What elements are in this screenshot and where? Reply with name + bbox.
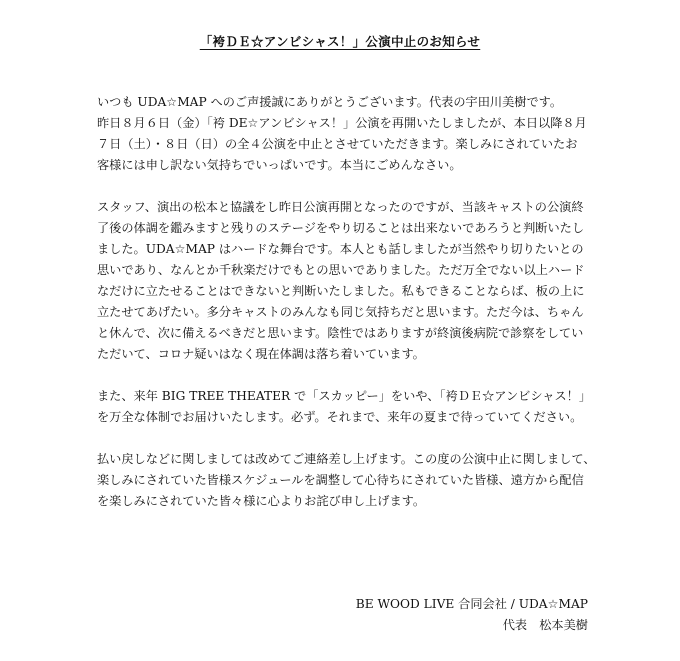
signature-representative: 代表 松本美樹 xyxy=(502,618,588,632)
paragraph-line: 客様には申し訳ない気持ちでいっぱいです。本当にごめんなさい。 xyxy=(97,158,462,172)
paragraph-line: 楽しみにされていた皆様スケジュールを調整して心待ちにされていた皆様、遠方から配信 xyxy=(97,473,584,487)
document-body xyxy=(97,92,597,533)
paragraph-line: スタッフ、演出の松本と協議をし昨日公演再開となったのですが、当該キャストの公演終 xyxy=(97,200,584,214)
paragraph-line: また、来年 BIG TREE THEATER で「スカッピー」をいや、「袴ＤＥ☆アンビシャス！」 xyxy=(97,389,592,403)
paragraph-line: と休んで、次に備えるべきだと思います。陰性ではありますが終演後病院で診察をしてい xyxy=(97,326,584,340)
paragraph-line: ただいて、コロナ疑いはなく現在体調は落ち着いています。 xyxy=(97,347,425,361)
paragraph-line: 了後の体調を鑑みますと残りのステージをやり切ることは出来ないであろうと判断いたし xyxy=(97,221,585,235)
paragraph-line: 昨日８月６日（金）「袴 DE☆アンビシャス！」公演を再開いたしましたが、本日以降８月 xyxy=(97,116,587,130)
paragraph-line: ７日（土）・８日（日）の全４公演を中止とさせていただきます。楽しみにされていたお xyxy=(97,137,578,151)
document-title xyxy=(0,32,680,50)
paragraph-line: 払い戻しなどに関しましては改めてご連絡差し上げます。この度の公演中止に関しまして、 xyxy=(97,452,596,466)
signature-block xyxy=(356,594,588,636)
paragraph-line: ました。UDA☆MAP はハードな舞台です。本人とも話しましたが当然やり切りたいとの xyxy=(97,242,584,256)
document-title-text: 「袴ＤＥ☆アンビシャス！」公演中止のお知らせ xyxy=(199,34,481,49)
paragraph-line: 立たせてあげたい。多分キャストのみんなも同じ気持ちだと思います。ただ今は、ちゃん xyxy=(97,305,584,319)
paragraph-line: なだけに立たせることはできないと判断いたしました。私もできることならば、板の上に xyxy=(97,284,585,298)
paragraph-line: を万全な体制でお届けいたします。必ず。それまで、来年の夏まで待っていてください。 xyxy=(97,410,583,424)
paragraph-next-year xyxy=(97,386,597,428)
paragraph-greeting xyxy=(97,92,597,176)
paragraph-line: いつも UDA☆MAP へのご声援誠にありがとうございます。代表の宇田川美樹です。 xyxy=(97,95,563,109)
paragraph-line: を楽しみにされていた皆々様に心よりお詫び申し上げます。 xyxy=(97,494,426,508)
paragraph-line: 思いであり、なんとか千秋楽だけでもとの思いでありました。ただ万全でない以上ハード xyxy=(97,263,585,277)
paragraph-explanation xyxy=(97,197,597,365)
paragraph-refund xyxy=(97,449,597,512)
signature-organization: BE WOOD LIVE 合同会社 / UDA☆MAP xyxy=(355,597,588,611)
